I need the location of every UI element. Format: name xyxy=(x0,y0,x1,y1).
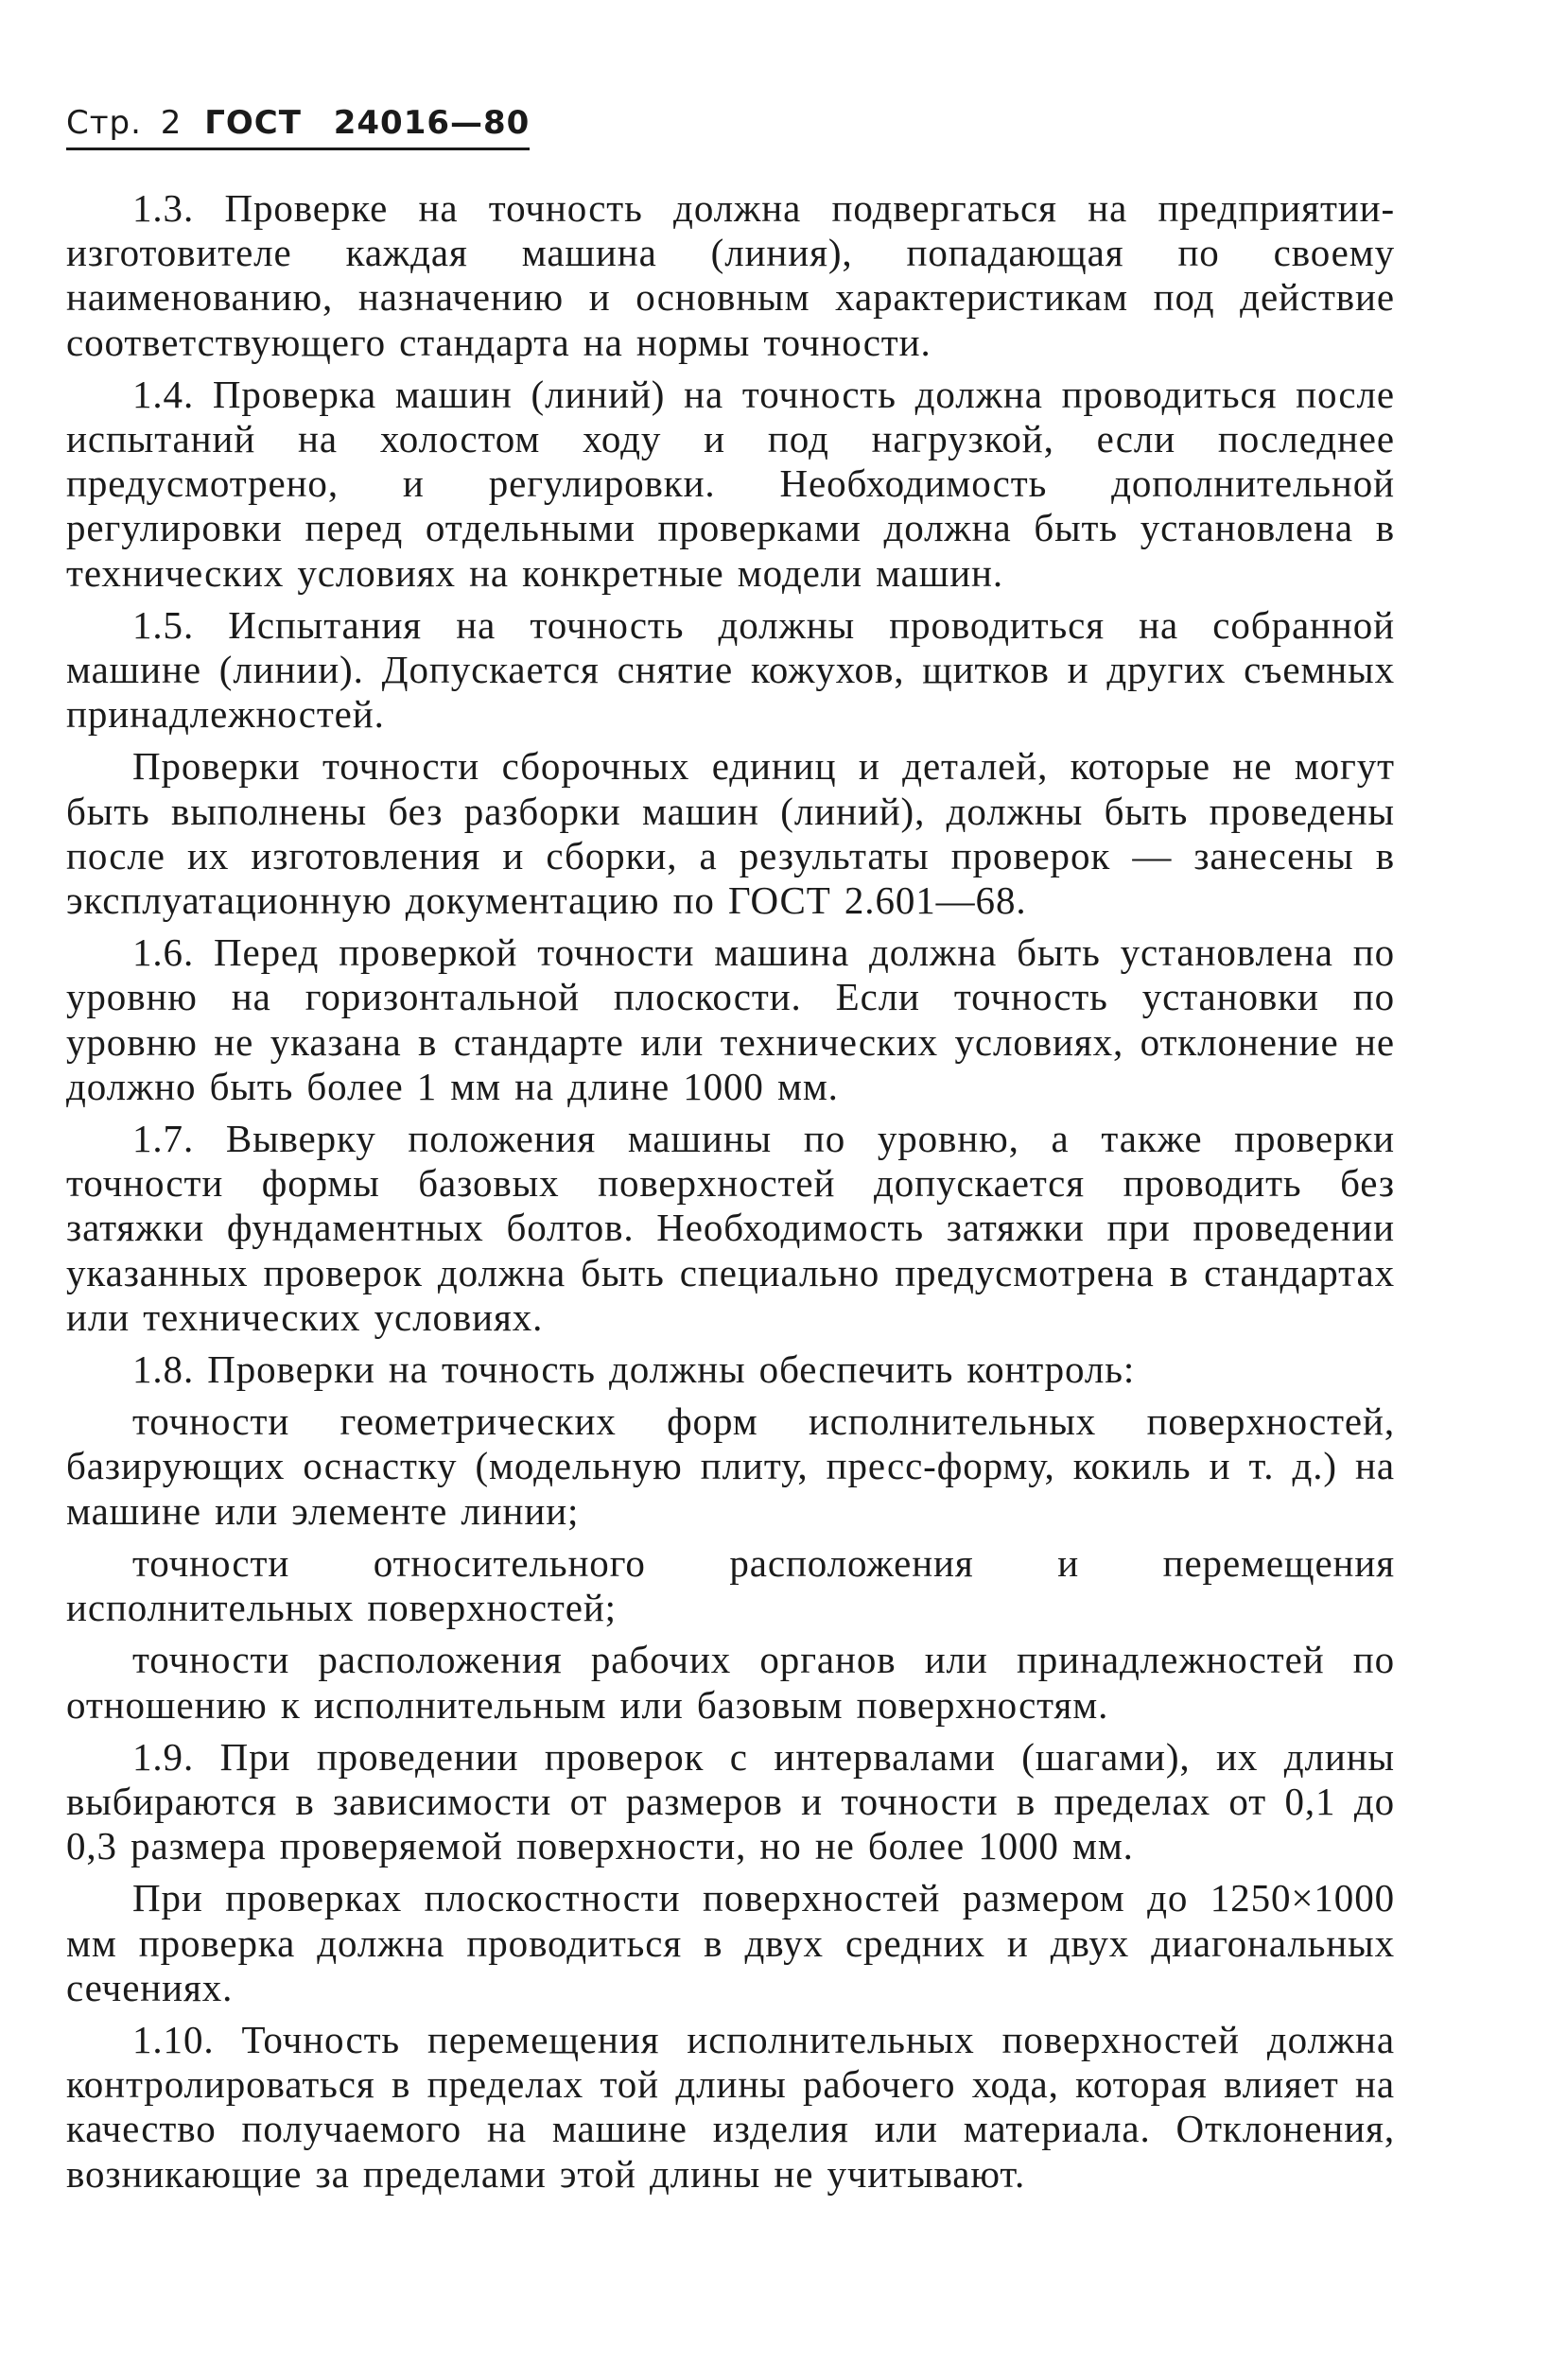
paragraph-1-5: 1.5. Испытания на точность должны проводиться на собранной машине (линии). Допускается снятие кожухов, щитков и других съемных принадлежностей. xyxy=(66,602,1395,737)
paragraph-1-9: 1.9. При проведении проверок с интервалами (шагами), их длины выбираются в зависимости от размеров и точности в пределах от 0,1 до 0,3 размера проверяемой поверхности, но не более 1000 мм. xyxy=(66,1734,1395,1868)
document-page xyxy=(66,104,1395,2197)
page-label: Стр. xyxy=(66,104,142,142)
standard-name: ГОСТ xyxy=(204,104,302,142)
page-header xyxy=(66,104,530,150)
list-item-geometric-forms: точности геометрических форм исполнительных поверхностей, базирующих оснастку (модельную плиту, пресс-форму, кокиль и т. д.) на машине или элементе линии; xyxy=(66,1399,1395,1533)
paragraph-assembly-checks: Проверки точности сборочных единиц и деталей, которые не могут быть выполнены без разборки машин (линий), должны быть проведены после их изготовления и сборки, а результаты проверок — занесены в эксплуатационную документацию по ГОСТ 2.601—68. xyxy=(66,744,1395,923)
list-item-relative-position: точности относительного расположения и перемещения исполнительных поверхностей; xyxy=(66,1540,1395,1630)
paragraph-1-6: 1.6. Перед проверкой точности машина должна быть установлена по уровню на горизонтальной плоскости. Если точность установки по уровню не указана в стандарте или технических условиях, отклонение не должно быть более 1 мм на длине 1000 мм. xyxy=(66,930,1395,1108)
paragraph-1-8: 1.8. Проверки на точность должны обеспечить контроль: xyxy=(132,1347,1136,1392)
paragraph-1-4: 1.4. Проверка машин (линий) на точность должна проводиться после испытаний на холостом ходу и под нагрузкой, если последнее предусмотрено, и регулировки. Необходимость дополнительной регулировки перед отдельными проверками должна быть установлена в технических условиях на конкретные модели машин. xyxy=(66,372,1395,595)
standard-code: 24016—80 xyxy=(333,104,531,142)
list-item-working-organs: точности расположения рабочих органов или принадлежностей по отношению к исполнительным или базовым поверхностям. xyxy=(66,1638,1395,1727)
paragraph-1-10: 1.10. Точность перемещения исполнительных поверхностей должна контролироваться в пределах той длины рабочего хода, которая влияет на качество получаемого на машине изделия или материала. Отклонения, возникающие за пределами этой длины не учитывают. xyxy=(66,2017,1395,2196)
document-body xyxy=(66,186,1395,2197)
page-number: 2 xyxy=(160,104,183,142)
paragraph-flatness-checks: При проверках плоскостности поверхностей размером до 1250×1000 мм проверка должна проводиться в двух средних и двух диагональных сечениях. xyxy=(66,1876,1395,2009)
paragraph-1-7: 1.7. Выверку положения машины по уровню, а также проверки точности формы базовых поверхностей допускается проводить без затяжки фундаментных болтов. Необходимость затяжки при проведении указанных проверок должна быть специально предусмотрена в стандартах или технических условиях. xyxy=(66,1117,1395,1339)
paragraph-1-3: 1.3. Проверке на точность должна подвергаться на предприятии-изготовителе каждая машина (линия), попадающая по своему наименованию, назначению и основным характеристикам под действие соответствующего стандарта на нормы точности. xyxy=(66,186,1395,364)
